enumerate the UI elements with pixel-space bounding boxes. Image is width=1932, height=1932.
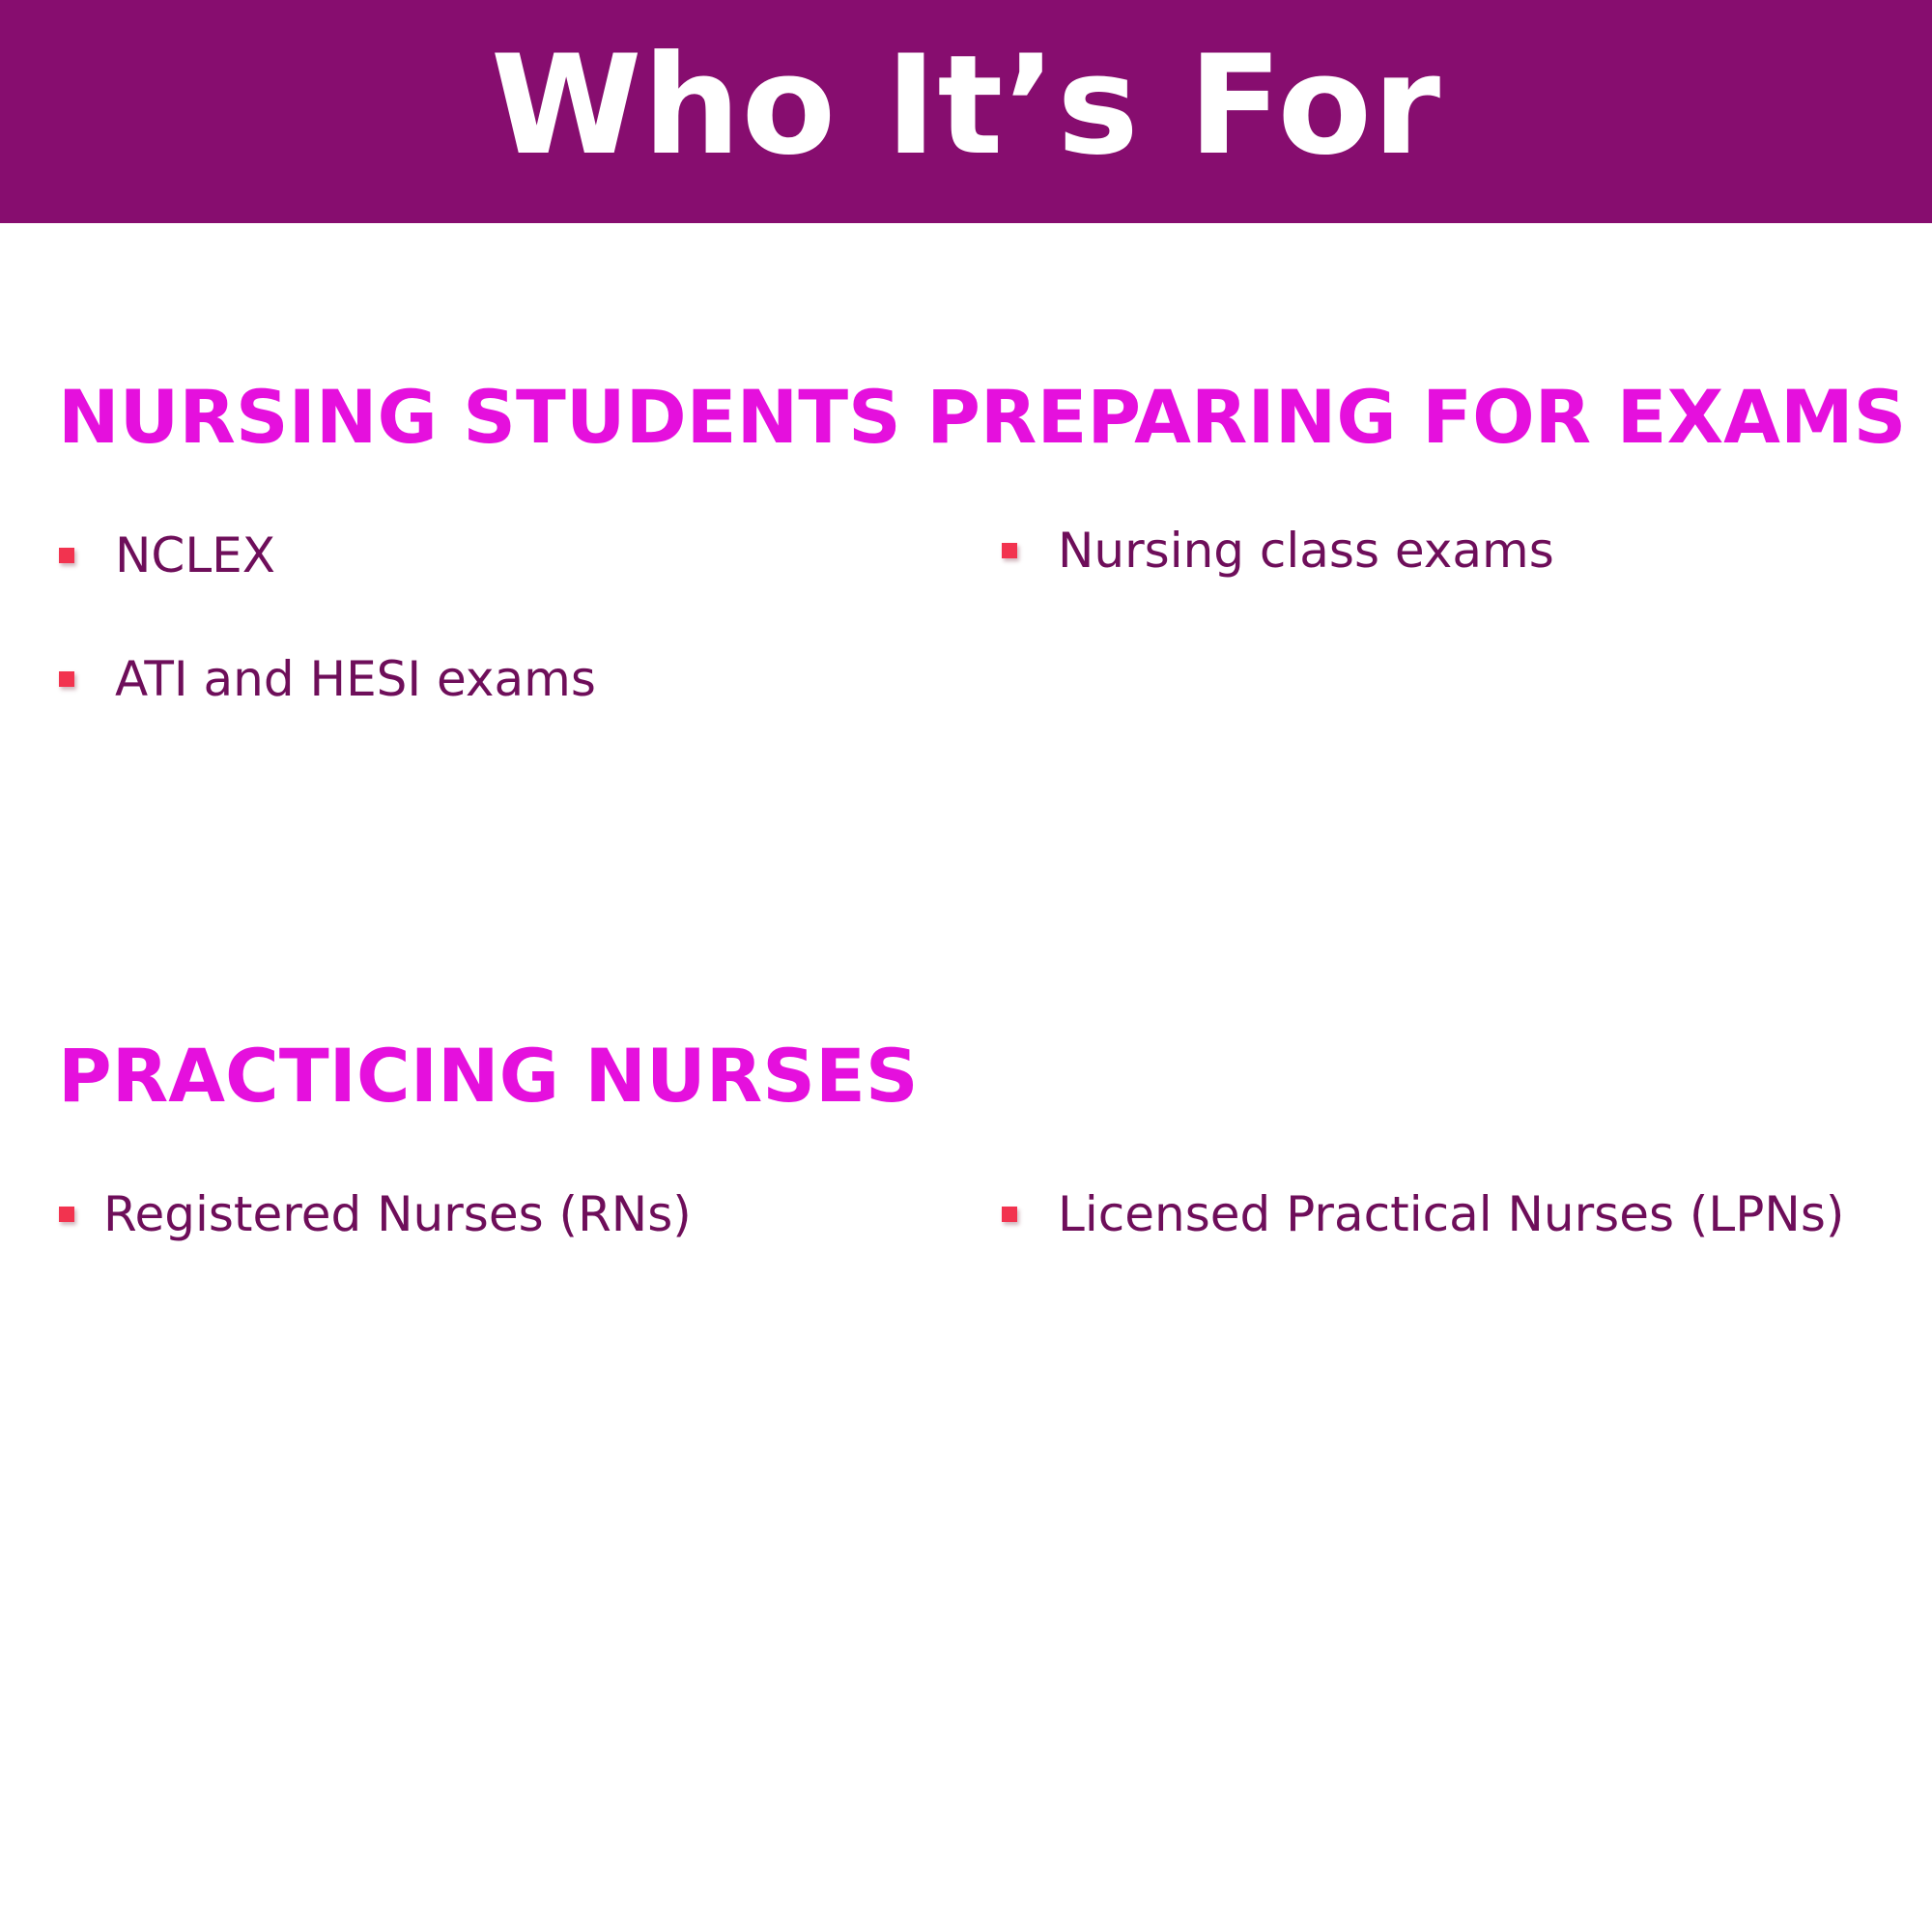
header-band: [0, 0, 1932, 223]
list-item-nclex: [59, 527, 276, 583]
list-item-label: Nursing class exams: [1058, 523, 1554, 579]
list-item-label: NCLEX: [115, 527, 276, 583]
list-item-label: ATI and HESI exams: [115, 651, 596, 707]
square-bullet-icon: [59, 671, 74, 687]
square-bullet-icon: [1002, 1207, 1017, 1222]
square-bullet-icon: [59, 548, 74, 563]
list-item-label: Registered Nurses (RNs): [103, 1186, 692, 1242]
list-item-licensed-practical-nurses: [1002, 1186, 1845, 1242]
square-bullet-icon: [1002, 543, 1017, 558]
list-item-nursing-class-exams: [1002, 523, 1554, 579]
section-heading-nursing-students: NURSING STUDENTS PREPARING FOR EXAMS: [58, 374, 1907, 460]
page-title: Who It’s For: [490, 25, 1442, 185]
section-heading-practicing-nurses: PRACTICING NURSES: [58, 1033, 919, 1119]
list-item-label: Licensed Practical Nurses (LPNs): [1058, 1186, 1845, 1242]
square-bullet-icon: [59, 1207, 74, 1222]
list-item-registered-nurses: [59, 1186, 692, 1242]
list-item-ati-hesi: [59, 651, 596, 707]
